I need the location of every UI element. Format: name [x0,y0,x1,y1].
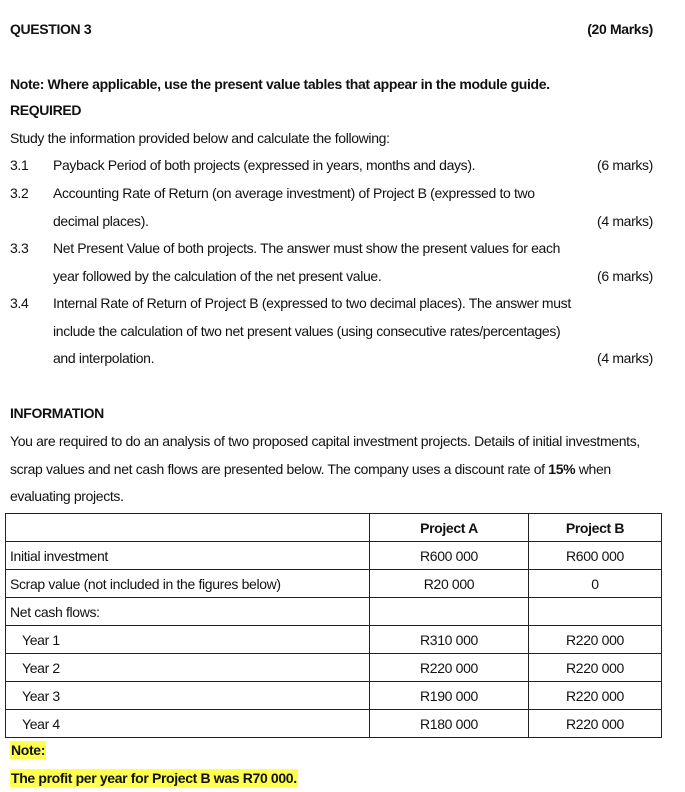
table-row [6,598,662,626]
footer-note-text [10,770,298,786]
information-text: scrap values and net cash flows are presented below. The company uses a discount rate of [10,461,549,477]
required-heading: REQUIRED [10,102,82,118]
item-number: 3.3 [10,240,29,256]
item-text: and interpolation. [53,350,155,366]
information-text: when [575,461,611,477]
project-a-value: R220 000 [370,654,529,682]
table-row [6,654,662,682]
information-paragraph [10,461,611,477]
note-line: Note: Where applicable, use the present value tables that appear in the module guide. [10,76,550,92]
row-label: Year 3 [6,682,370,710]
project-b-value [529,598,662,626]
table-row [6,570,662,598]
item-text: Internal Rate of Return of Project B (expressed to two decimal places). The answer must [53,295,571,311]
project-a-value [370,598,529,626]
project-a-value: R20 000 [370,570,529,598]
item-number: 3.2 [10,185,29,201]
item-marks: (6 marks) [597,157,653,173]
information-paragraph: You are required to do an analysis of two proposed capital investment projects. Details of initial investments, [10,433,640,449]
item-text: decimal places). [53,213,149,229]
item-marks: (6 marks) [597,268,653,284]
project-b-value: R220 000 [529,710,662,738]
item-text: year followed by the calculation of the net present value. [53,268,382,284]
table-header-row [6,514,662,542]
project-a-value: R190 000 [370,682,529,710]
row-label: Scrap value (not included in the figures below) [6,570,370,598]
item-number: 3.1 [10,157,29,173]
item-marks: (4 marks) [597,350,653,366]
project-table [5,513,662,738]
item-text: Net Present Value of both projects. The answer must show the present values for each [53,240,561,256]
table-header-blank [6,514,370,542]
question-title: QUESTION 3 [10,21,92,37]
question-marks: (20 Marks) [587,21,653,37]
row-label: Net cash flows: [6,598,370,626]
project-b-value: R600 000 [529,542,662,570]
footer-note-text-content: The profit per year for Project B was R70 000. [11,770,297,786]
table-header-project-a: Project A [370,514,529,542]
row-label: Year 1 [6,626,370,654]
table-header-project-b: Project B [529,514,662,542]
table-row [6,710,662,738]
item-number: 3.4 [10,295,29,311]
row-label: Year 2 [6,654,370,682]
footer-note-label-text: Note: [11,742,46,758]
project-b-value: R220 000 [529,654,662,682]
row-label: Year 4 [6,710,370,738]
footer-note-label [10,742,46,758]
required-intro: Study the information provided below and calculate the following: [10,130,390,146]
project-a-value: R600 000 [370,542,529,570]
project-b-value: R220 000 [529,682,662,710]
item-text: include the calculation of two net present values (using consecutive rates/percentages) [53,323,561,339]
discount-rate: 15% [548,461,576,477]
information-heading: INFORMATION [10,405,104,421]
item-text: Accounting Rate of Return (on average investment) of Project B (expressed to two [53,185,535,201]
project-a-value: R180 000 [370,710,529,738]
item-text: Payback Period of both projects (expressed in years, months and days). [53,157,476,173]
information-paragraph: evaluating projects. [10,488,124,504]
table-row [6,542,662,570]
project-b-value: 0 [529,570,662,598]
project-a-value: R310 000 [370,626,529,654]
row-label: Initial investment [6,542,370,570]
item-marks: (4 marks) [597,213,653,229]
project-b-value: R220 000 [529,626,662,654]
table-row [6,682,662,710]
table-row [6,626,662,654]
